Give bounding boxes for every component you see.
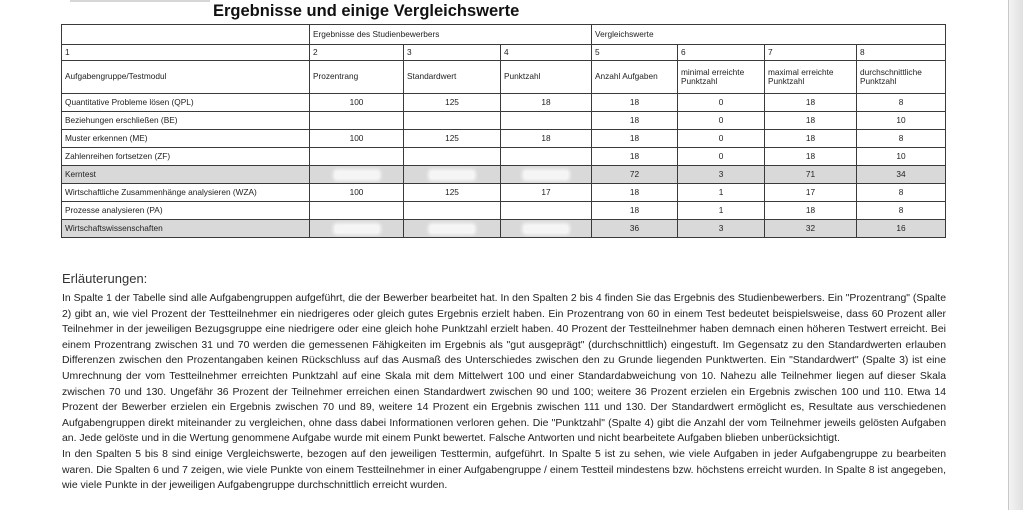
row-label: Kerntest <box>62 166 310 184</box>
cell-avg: 10 <box>857 112 946 130</box>
column-number: 2 <box>310 45 404 61</box>
cell-min: 1 <box>678 202 765 220</box>
column-label: Anzahl Aufgaben <box>592 61 678 94</box>
cell-redacted <box>501 220 592 238</box>
cell-max: 17 <box>765 184 857 202</box>
table-column-label-row <box>62 61 946 94</box>
cell-prozentrang <box>310 112 404 130</box>
cell-avg: 8 <box>857 184 946 202</box>
column-number: 7 <box>765 45 857 61</box>
cell-avg: 16 <box>857 220 946 238</box>
cell-redacted <box>501 166 592 184</box>
cell-standardwert <box>404 148 501 166</box>
cell-standardwert <box>404 202 501 220</box>
cell-min: 1 <box>678 184 765 202</box>
cell-min: 0 <box>678 130 765 148</box>
cell-min: 0 <box>678 148 765 166</box>
cell-anzahl: 18 <box>592 112 678 130</box>
table-row-summary <box>62 166 946 184</box>
redaction-mark <box>335 225 379 233</box>
column-label: Aufgabengruppe/Testmodul <box>62 61 310 94</box>
cell-prozentrang: 100 <box>310 130 404 148</box>
row-label: Beziehungen erschließen (BE) <box>62 112 310 130</box>
row-label: Prozesse analysieren (PA) <box>62 202 310 220</box>
cell-redacted <box>310 220 404 238</box>
cell-prozentrang: 100 <box>310 184 404 202</box>
cell-anzahl: 18 <box>592 148 678 166</box>
column-number: 8 <box>857 45 946 61</box>
cell-anzahl: 18 <box>592 94 678 112</box>
cell-min: 0 <box>678 94 765 112</box>
row-label: Wirtschaftliche Zusammenhänge analysieren (WZA) <box>62 184 310 202</box>
cell-max: 71 <box>765 166 857 184</box>
cell-redacted <box>310 166 404 184</box>
results-table <box>61 24 946 238</box>
table-group-header-row <box>62 25 946 45</box>
table-row <box>62 112 946 130</box>
column-label: minimal erreichte Punktzahl <box>678 61 765 94</box>
column-number: 1 <box>62 45 310 61</box>
group-header-comparison: Vergleichswerte <box>592 25 946 45</box>
cell-max: 18 <box>765 148 857 166</box>
table-column-number-row <box>62 45 946 61</box>
column-number: 4 <box>501 45 592 61</box>
cell-punktzahl <box>501 112 592 130</box>
cell-avg: 8 <box>857 94 946 112</box>
group-header-empty <box>62 25 310 45</box>
table-row <box>62 94 946 112</box>
cell-redacted <box>404 166 501 184</box>
cell-prozentrang: 100 <box>310 94 404 112</box>
cell-punktzahl: 17 <box>501 184 592 202</box>
top-rule <box>70 0 210 2</box>
cell-max: 32 <box>765 220 857 238</box>
table-row <box>62 184 946 202</box>
cell-avg: 34 <box>857 166 946 184</box>
cell-prozentrang <box>310 202 404 220</box>
cell-punktzahl <box>501 202 592 220</box>
explanation-heading: Erläuterungen: <box>62 271 148 286</box>
explanation-paragraph: In Spalte 1 der Tabelle sind alle Aufgabengruppen aufgeführt, die der Bewerber bearbeitet hat. In den Spalten 2 bis 4 finden Sie das Ergebnis des Studienbewerbers. Ein "Prozentrang" (Spalte 2) gibt an, wie viel Prozent der Testteilnehmer ein niedrigeres oder gleich gutes Ergebnis erzielt haben. Ein Prozentrang von 60 in einem Test bedeutet beispielsweise, dass 60 Prozent aller Teilnehmer in der jeweiligen Bezugsgruppe eine niedrigere oder eine gleich hohe Punktzahl erzielt haben. 40 Prozent der Testteilnehmer haben demnach einen höheren Testwert erreicht. Bei einem Prozentrang zwischen 31 und 70 werden die gemessenen Fähigkeiten im Ergebnis als "gut ausgeprägt" (durchschnittlich) eingestuft. Im Gegensatz zu den Standardwerten erlauben Differenzen zwischen den Prozentangaben keinen Rückschluss auf das Ausmaß des Unterschiedes zwischen den zu Grunde liegenden Punktwerten. Ein "Standardwert" (Spalte 3) ist eine Umrechnung der vom Testteilnehmer erreichten Punktzahl auf eine Skala mit dem Mittelwert 100 und einer Standardabweichung von 10. Nahezu alle Teilnehmer liegen auf dieser Skala zwischen 70 und 130. Ungefähr 36 Prozent der Teilnehmer erreichen einen Standardwert zwischen 90 und 100; weitere 36 Prozent erzielen ein Ergebnis zwischen 100 und 110. Etwa 14 Prozent der Bewerber erzielen ein Ergebnis zwischen 70 und 89, weitere 14 Prozent ein Ergebnis zwischen 111 und 130. Der Standardwert ermöglicht es, Resultate aus verschiedenen Aufgabengruppen direkt miteinander zu vergleichen, ohne dass dabei Informationen verloren gehen. Die "Punktzahl" (Spalte 4) gibt die Anzahl der vom Teilnehmer jeweils gelösten Aufgaben an. Jede gelöste und in die Wertung genommene Aufgabe wurde mit einem Punkt bewertet. Falsche Antworten und nicht bearbeitete Aufgaben blieben unberücksichtigt. <box>62 293 946 445</box>
cell-max: 18 <box>765 202 857 220</box>
cell-punktzahl <box>501 148 592 166</box>
explanation-body <box>62 291 946 510</box>
cell-min: 3 <box>678 166 765 184</box>
redaction-mark <box>524 225 568 233</box>
column-label: Punktzahl <box>501 61 592 94</box>
table-row <box>62 202 946 220</box>
cell-redacted <box>404 220 501 238</box>
cell-punktzahl: 18 <box>501 94 592 112</box>
cell-standardwert: 125 <box>404 184 501 202</box>
table-row <box>62 148 946 166</box>
redaction-mark <box>524 171 568 179</box>
column-label: durchschnittliche Punktzahl <box>857 61 946 94</box>
column-number: 3 <box>404 45 501 61</box>
cell-anzahl: 18 <box>592 130 678 148</box>
row-label: Zahlenreihen fortsetzen (ZF) <box>62 148 310 166</box>
table-row <box>62 130 946 148</box>
cell-avg: 8 <box>857 130 946 148</box>
cell-max: 18 <box>765 130 857 148</box>
column-label: Prozentrang <box>310 61 404 94</box>
document-title: Ergebnisse und einige Vergleichswerte <box>213 2 520 20</box>
table-row-summary <box>62 220 946 238</box>
column-label: Standardwert <box>404 61 501 94</box>
cell-min: 3 <box>678 220 765 238</box>
redaction-mark <box>335 171 379 179</box>
cell-anzahl: 18 <box>592 184 678 202</box>
group-header-applicant: Ergebnisse des Studienbewerbers <box>310 25 592 45</box>
explanation-paragraph: In den Spalten 5 bis 8 sind einige Vergleichswerte, bezogen auf den jeweiligen Testtermin, aufgeführt. In Spalte 5 ist zu sehen, wie viele Aufgaben in jeder Aufgabengruppe zu bearbeiten waren. Die Spalten 6 und 7 zeigen, wie viele Punkte von einem Testteilnehmer in einer Aufgabengruppe / einem Testteil mindestens bzw. höchstens erreicht wurden. In Spalte 8 ist angegeben, wie viele Punkte in der jeweiligen Aufgabengruppe durchschnittlich erreicht wurden. <box>62 448 946 492</box>
row-label: Muster erkennen (ME) <box>62 130 310 148</box>
column-number: 5 <box>592 45 678 61</box>
window-right-edge <box>1008 0 1023 510</box>
cell-standardwert <box>404 112 501 130</box>
column-label: maximal erreichte Punktzahl <box>765 61 857 94</box>
cell-standardwert: 125 <box>404 94 501 112</box>
cell-avg: 8 <box>857 202 946 220</box>
redaction-mark <box>430 171 474 179</box>
row-label: Quantitative Probleme lösen (QPL) <box>62 94 310 112</box>
cell-standardwert: 125 <box>404 130 501 148</box>
cell-avg: 10 <box>857 148 946 166</box>
redaction-mark <box>430 225 474 233</box>
cell-max: 18 <box>765 112 857 130</box>
column-number: 6 <box>678 45 765 61</box>
cell-punktzahl: 18 <box>501 130 592 148</box>
cell-min: 0 <box>678 112 765 130</box>
cell-anzahl: 72 <box>592 166 678 184</box>
row-label: Wirtschaftswissenschaften <box>62 220 310 238</box>
cell-anzahl: 36 <box>592 220 678 238</box>
cell-anzahl: 18 <box>592 202 678 220</box>
cell-max: 18 <box>765 94 857 112</box>
cell-prozentrang <box>310 148 404 166</box>
